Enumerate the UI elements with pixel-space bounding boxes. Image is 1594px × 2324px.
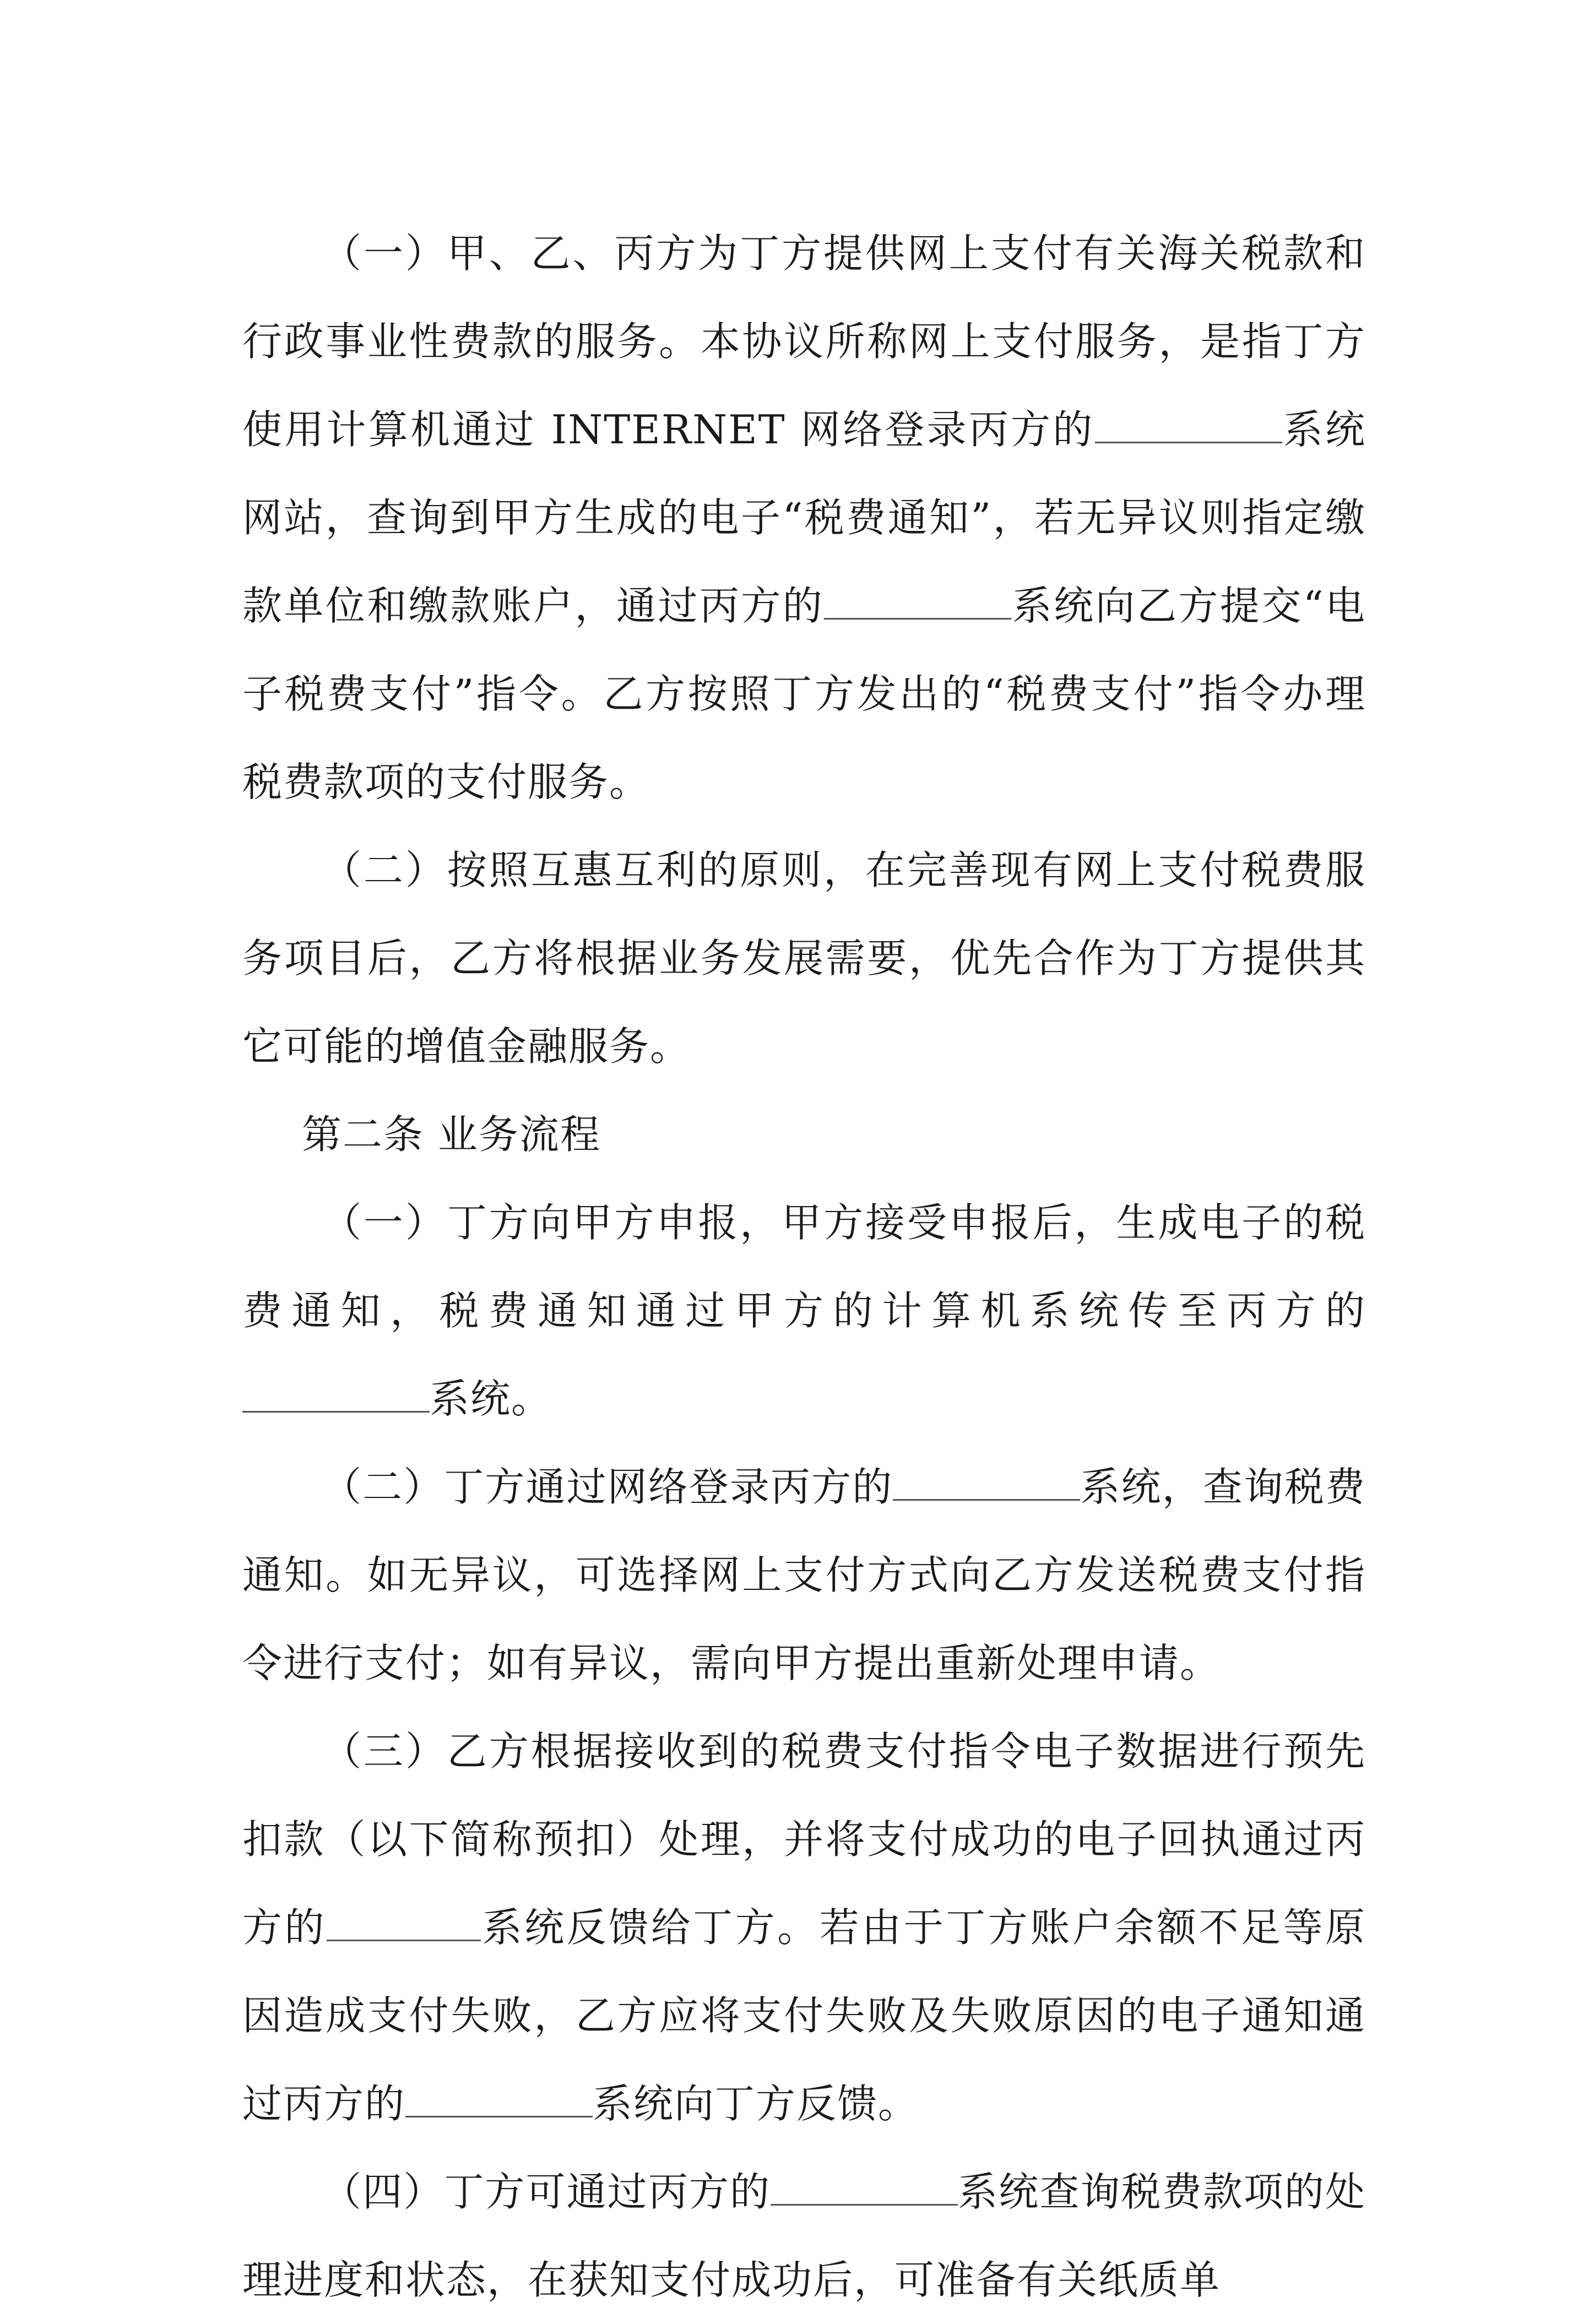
paragraph-step-three xyxy=(242,1707,1366,2148)
text-segment: 系统。 xyxy=(430,1376,552,1422)
blank-field xyxy=(824,586,1011,620)
text-segment: （四）丁方可通过丙方的 xyxy=(322,2169,771,2215)
paragraph-step-one xyxy=(242,1179,1366,1443)
blank-field xyxy=(327,1908,481,1941)
paragraph-step-two xyxy=(242,1443,1366,1707)
text-segment: （三）乙方根据接收到的税费支付指令电子数据进行预先扣款（以下简称预扣）处理，并将支付成功的电子回执通过丙方的 xyxy=(242,1728,1366,1951)
blank-field xyxy=(242,1379,430,1413)
blank-field xyxy=(1095,410,1282,443)
text-segment: （二）丁方通过网络登录丙方的 xyxy=(322,1464,893,1510)
text-segment: （二）按照互惠互利的原则，在完善现有网上支付税费服务项目后，乙方将根据业务发展需要，优先合作为丁方提供其它可能的增值金融服务。 xyxy=(242,847,1366,1069)
paragraph-value-added-services xyxy=(242,826,1366,1090)
text-segment: 系统向丁方反馈。 xyxy=(593,2081,919,2127)
text-segment: （一）丁方向甲方申报，甲方接受申报后，生成电子的税费通知，税费通知通过甲方的计算机系统传至丙方的 xyxy=(242,1199,1366,1334)
text-segment: 系统反馈给丁方。若由于丁方账户余额不足等原因造成支付失败，乙方应将支付失败及失败原因的电子通知通过丙方的 xyxy=(242,1904,1366,2127)
document-page xyxy=(242,209,1366,2324)
heading-text: 第二条 业务流程 xyxy=(302,1111,601,1158)
text-segment: （一）甲、乙、丙方为丁方提供网上支付有关海关税款和行政事业性费款的服务。本协议所称网上支付服务，是指丁方使用计算机通过 INTERNET 网络登录丙方的 xyxy=(242,230,1366,453)
text-segment: 系统向乙方提交“电子税费支付”指令。乙方按照丁方发出的“税费支付”指令办理税费款项的支付服务。 xyxy=(242,583,1366,805)
blank-field xyxy=(771,2172,958,2206)
text-segment: 系统网站，查询到甲方生成的电子“税费通知”，若无异议则指定缴款单位和缴款账户，通过丙方的 xyxy=(242,406,1366,629)
paragraph-step-four xyxy=(242,2148,1366,2324)
text-segment: 系统，查询税费通知。如无异议，可选择网上支付方式向乙方发送税费支付指令进行支付；如有异议，需向甲方提出重新处理申请。 xyxy=(242,1464,1366,1686)
blank-field xyxy=(893,1467,1080,1501)
blank-field xyxy=(405,2084,593,2117)
paragraph-online-payment-service xyxy=(242,209,1366,826)
text-segment: 系统查询税费款项的处理进度和状态，在获知支付成功后，可准备有关纸质单 xyxy=(242,2169,1366,2303)
section-heading xyxy=(242,1090,1366,1179)
